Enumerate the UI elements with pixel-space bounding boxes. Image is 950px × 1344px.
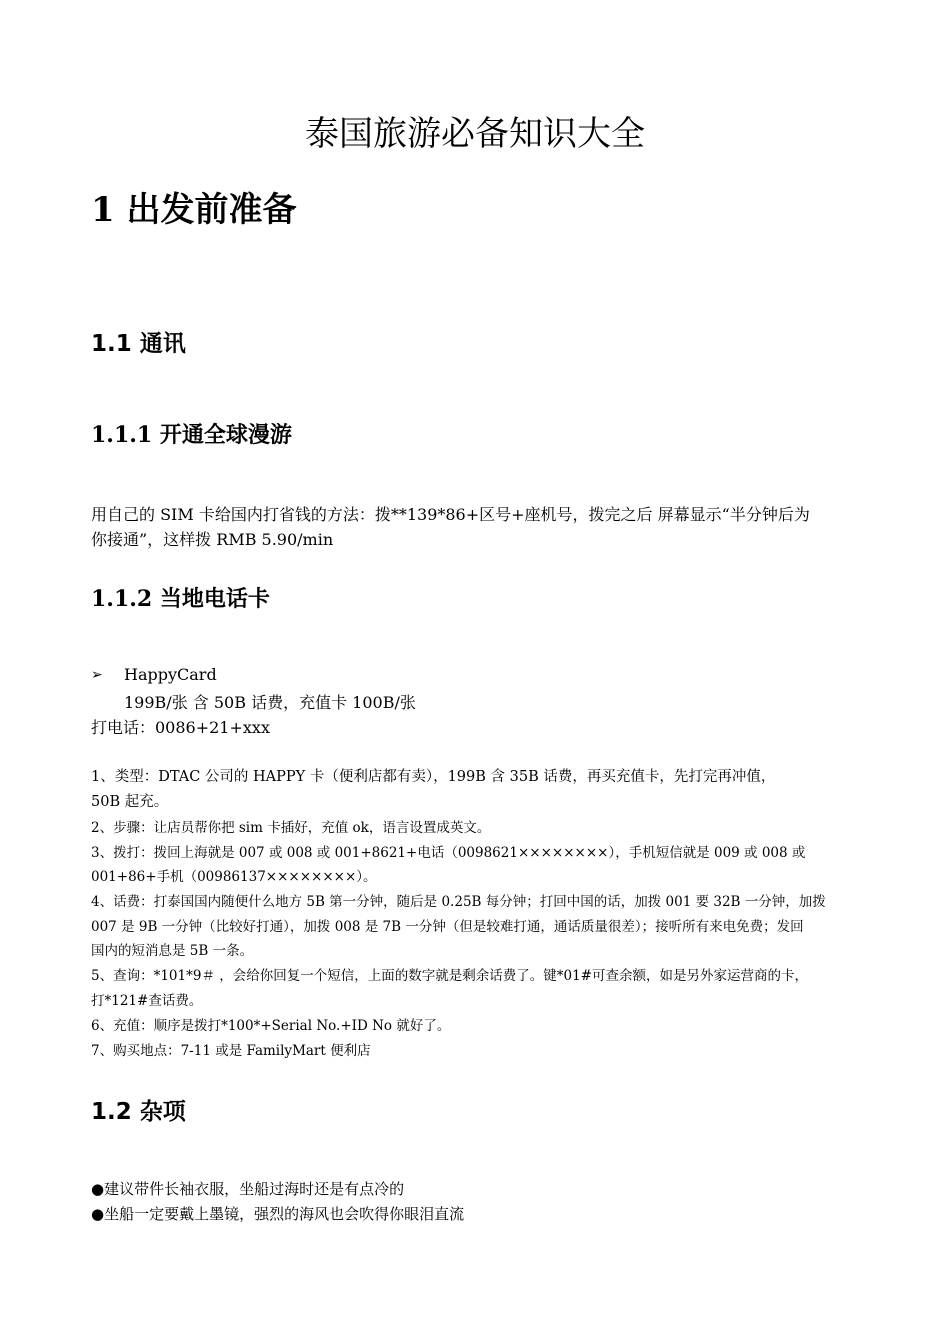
step-line-2: 50B 起充。 (91, 794, 169, 810)
call-format: 打电话：0086+21+xxx (91, 718, 270, 737)
section-heading-communication: 1.1 通讯 (91, 331, 186, 357)
step-line-8: 国内的短消息是 5B 一条。 (91, 943, 254, 959)
step-line-12: 7、购买地点：7-11 或是 FamilyMart 便利店 (91, 1043, 371, 1059)
tip-line-2: ●坐船一定要戴上墨镜，强烈的海风也会吹得你眼泪直流 (91, 1205, 465, 1223)
step-line-1: 1、类型：DTAC 公司的 HAPPY 卡（便利店都有卖），199B 含 35B 话费，再买充值卡，先打完再冲值， (91, 769, 776, 785)
step-line-11: 6、充值：顺序是拨打*100*+Serial No.+ID No 就好了。 (91, 1018, 451, 1034)
subsection-heading-local-card: 1.1.2 当地电话卡 (91, 586, 270, 612)
roaming-paragraph-line-2: 你接通”，这样拨 RMB 5.90/min (91, 530, 334, 549)
step-line-9: 5、查询：*101*9＃ ，会给你回复一个短信，上面的数字就是剩余话费了。键*01#可查余额，如是另外家运营商的卡， (91, 968, 808, 984)
step-line-10: 打*121#查话费。 (91, 993, 203, 1009)
tip-line-1: ●建议带件长袖衣服，坐船过海时还是有点冷的 (91, 1180, 405, 1198)
document-title: 泰国旅游必备知识大全 (305, 114, 645, 154)
card-price: 199B/张 含 50B 话费，充值卡 100B/张 (124, 693, 416, 712)
step-line-5: 001+86+手机（00986137××××××××）。 (91, 869, 377, 885)
chapter-heading: 1 出发前准备 (91, 190, 297, 230)
arrow-bullet-icon: ➢ (91, 667, 103, 683)
card-name: HappyCard (124, 665, 217, 684)
subsection-heading-roaming: 1.1.1 开通全球漫游 (91, 422, 292, 448)
roaming-paragraph-line-1: 用自己的 SIM 卡给国内打省钱的方法：拨**139*86+区号+座机号，拨完之后 屏幕显示“半分钟后为 (91, 505, 810, 524)
step-line-6: 4、话费：打泰国国内随便什么地方 5B 第一分钟，随后是 0.25B 每分钟；打回中国的话，加拨 001 要 32B 一分钟，加拨 (91, 894, 826, 910)
section-heading-misc: 1.2 杂项 (91, 1099, 186, 1125)
step-line-4: 3、拨打：拨回上海就是 007 或 008 或 001+8621+电话（0098621××××××××），手机短信就是 009 或 008 或 (91, 845, 806, 861)
step-line-7: 007 是 9B 一分钟（比较好打通），加拨 008 是 7B 一分钟（但是较难打通，通话质量很差）；接听所有来电免费；发回 (91, 919, 804, 935)
step-line-3: 2、步骤：让店员帮你把 sim 卡插好，充值 ok，语言设置成英文。 (91, 820, 491, 836)
